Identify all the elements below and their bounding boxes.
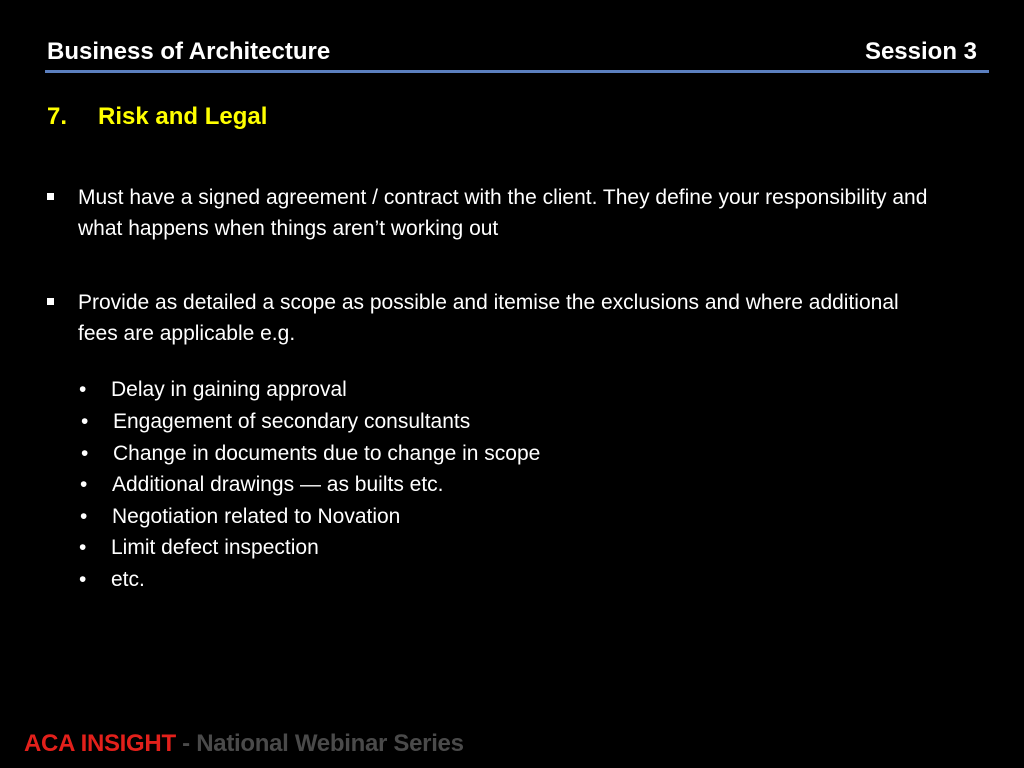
exclusions-list xyxy=(79,378,679,598)
dot-bullet-icon: • xyxy=(81,442,89,465)
list-item xyxy=(81,410,470,438)
dot-bullet-icon: • xyxy=(81,410,89,433)
header-divider xyxy=(45,70,989,73)
bullet-text: Must have a signed agreement / contract with the client. They define your responsibility and what happens when things aren’t working out xyxy=(78,186,928,240)
bullet-text: Provide as detailed a scope as possible and itemise the exclusions and where additional fees are applicable e.g. xyxy=(78,291,899,345)
footer-logo xyxy=(24,730,464,758)
dot-bullet-icon: • xyxy=(79,568,87,591)
list-item-text: Limit defect inspection xyxy=(111,536,319,559)
dot-bullet-icon: • xyxy=(79,536,87,559)
list-item-text: Engagement of secondary consultants xyxy=(113,410,471,433)
bullet-item xyxy=(47,182,947,252)
session-label: Session 3 xyxy=(864,38,977,65)
bullet-item xyxy=(47,287,947,357)
section-title: Risk and Legal xyxy=(98,103,268,130)
section-heading xyxy=(47,103,267,131)
dot-bullet-icon: • xyxy=(80,473,88,496)
section-number: 7. xyxy=(47,103,68,130)
list-item xyxy=(81,442,540,470)
list-item xyxy=(79,378,347,406)
list-item-text: Delay in gaining approval xyxy=(111,378,347,401)
list-item-text: etc. xyxy=(111,568,145,591)
dot-bullet-icon: • xyxy=(79,378,87,401)
square-bullet-icon xyxy=(47,298,54,305)
dot-bullet-icon: • xyxy=(80,505,88,528)
list-item-text: Negotiation related to Novation xyxy=(112,505,401,528)
list-item xyxy=(80,473,444,501)
list-item xyxy=(80,505,400,533)
list-item xyxy=(79,568,145,596)
slide-title: Business of Architecture xyxy=(47,38,331,65)
series-name: - National Webinar Series xyxy=(175,730,464,757)
list-item-text: Additional drawings — as builts etc. xyxy=(112,473,444,496)
list-item xyxy=(79,536,319,564)
brand-name: ACA INSIGHT xyxy=(24,730,176,757)
list-item-text: Change in documents due to change in scope xyxy=(113,442,541,465)
square-bullet-icon xyxy=(47,193,54,200)
slide-header xyxy=(47,38,977,68)
